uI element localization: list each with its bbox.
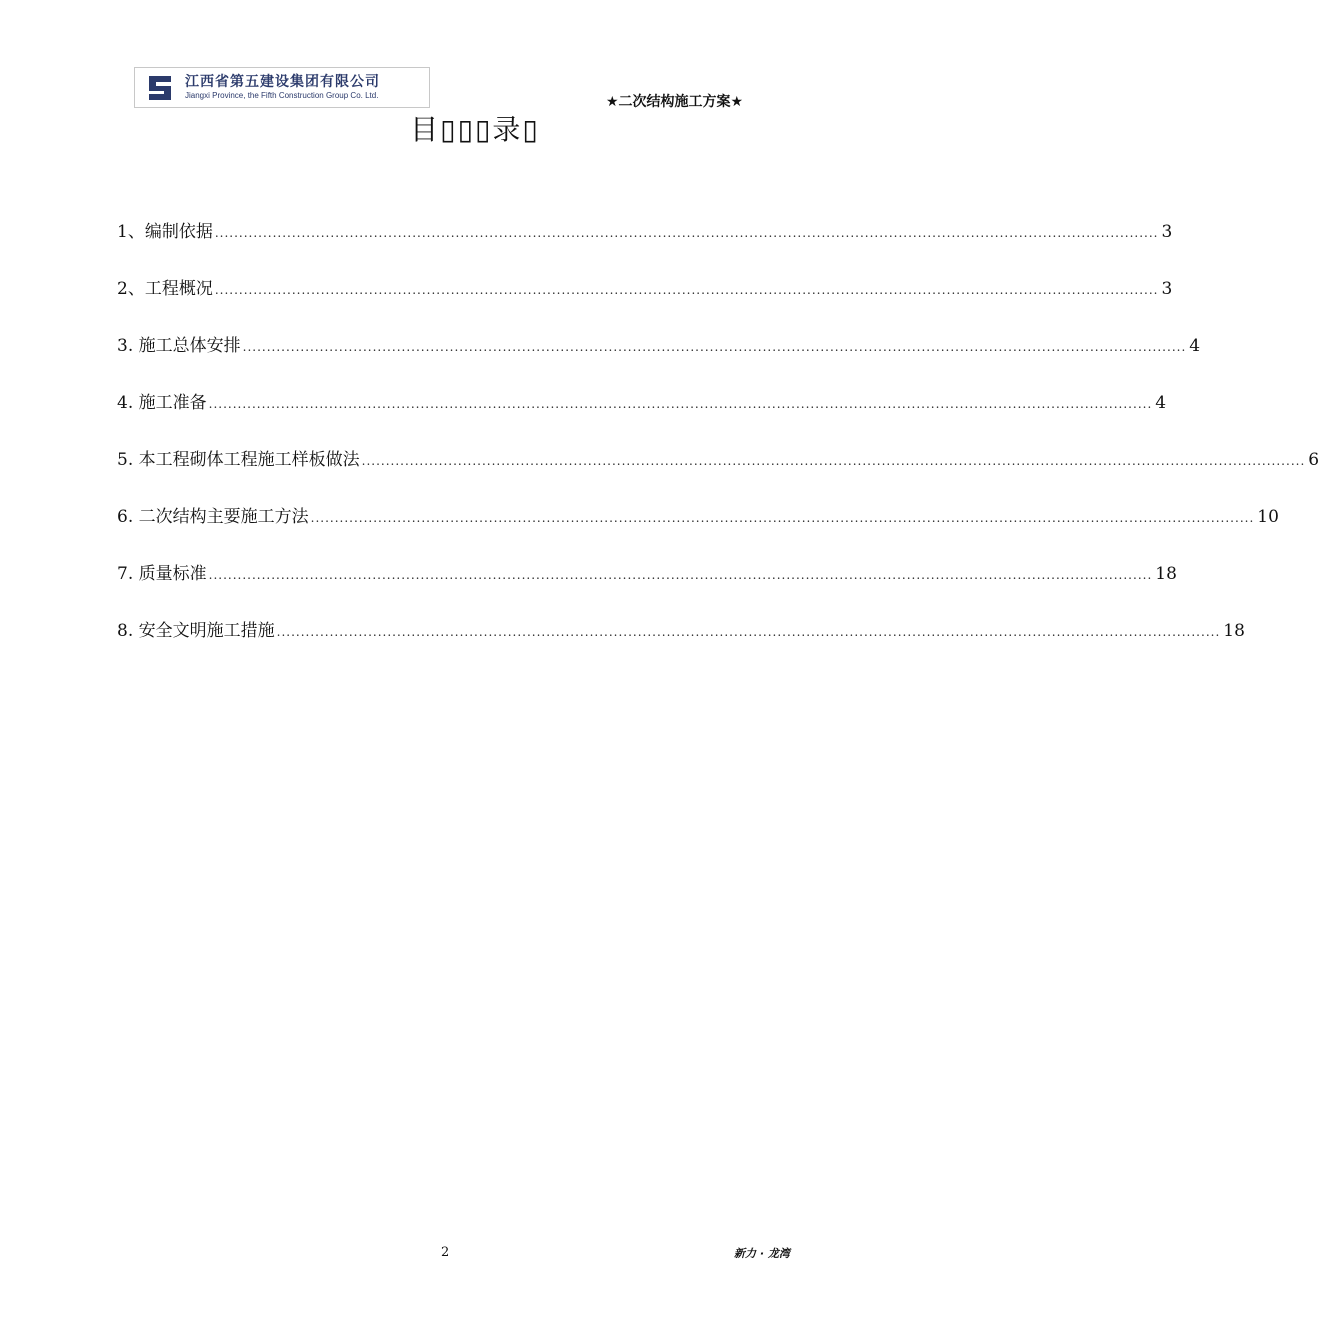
logo-text: [185, 74, 380, 101]
page-number: 2: [441, 1245, 450, 1260]
toc-entry[interactable]: [117, 334, 1201, 358]
toc-leader-dots: ....................................................................................................................................................................................................: [242, 340, 1187, 354]
toc-entry-page: 10: [1257, 507, 1279, 527]
toc-entry-label: 1、编制依据: [117, 222, 213, 242]
toc-entry-page: 4: [1155, 393, 1167, 413]
toc-leader-dots: ....................................................................................................................................................................................................: [214, 226, 1159, 240]
toc-entry-label: 3. 施工总体安排: [117, 336, 241, 356]
toc-entry[interactable]: [117, 277, 1173, 301]
toc-entry-label: 2、工程概况: [117, 279, 213, 299]
toc-entry-label: 6. 二次结构主要施工方法: [117, 507, 309, 527]
toc-entry-label: 7. 质量标准: [117, 564, 207, 584]
toc-entry[interactable]: [117, 448, 1319, 472]
document-title: ★二次结构施工方案★: [606, 94, 744, 110]
company-logo-icon: [145, 73, 175, 103]
toc-leader-dots: ....................................................................................................................................................................................................: [361, 454, 1306, 468]
toc-entry[interactable]: [117, 391, 1167, 415]
toc-entry[interactable]: [117, 562, 1177, 586]
toc-leader-dots: ....................................................................................................................................................................................................: [208, 397, 1153, 411]
toc-leader-dots: ....................................................................................................................................................................................................: [208, 568, 1153, 582]
toc-entry-page: 4: [1189, 336, 1201, 356]
toc-heading: 目▯▯▯录▯: [410, 113, 540, 146]
toc-leader-dots: ....................................................................................................................................................................................................: [276, 625, 1221, 639]
toc-entry-page: 3: [1161, 279, 1173, 299]
toc-entry[interactable]: [117, 220, 1173, 244]
toc-entry-label: 4. 施工准备: [117, 393, 207, 413]
toc-entry-label: 5. 本工程砌体工程施工样板做法: [117, 450, 360, 470]
toc-entry-page: 18: [1155, 564, 1177, 584]
toc-entry-page: 3: [1161, 222, 1173, 242]
toc-entry[interactable]: [117, 505, 1279, 529]
toc-entry[interactable]: [117, 619, 1245, 643]
company-name-en: Jiangxi Province, the Fifth Construction Group Co. Ltd.: [185, 91, 379, 100]
toc-leader-dots: ....................................................................................................................................................................................................: [214, 283, 1159, 297]
footer-brand: 新力 · 龙湾: [734, 1247, 790, 1260]
company-name-cn: 江西省第五建设集团有限公司: [185, 74, 380, 90]
toc-entry-page: 6: [1308, 450, 1319, 470]
toc-leader-dots: ....................................................................................................................................................................................................: [310, 511, 1255, 525]
toc-entry-label: 8. 安全文明施工措施: [117, 621, 275, 641]
company-logo: [134, 67, 430, 108]
toc-entry-page: 18: [1223, 621, 1245, 641]
